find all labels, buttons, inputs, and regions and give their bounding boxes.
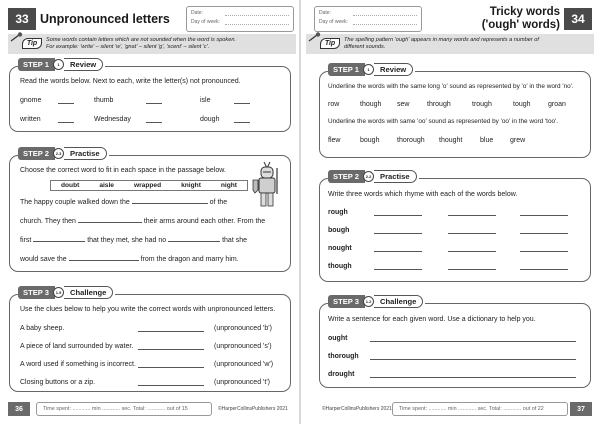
sentence-word: drought — [328, 371, 355, 378]
step1-badge: 1 — [363, 64, 374, 75]
word-item: tough — [513, 101, 531, 108]
step2-card — [319, 172, 591, 282]
tip-box — [306, 34, 594, 54]
word-bank-item: knight — [181, 182, 201, 189]
step1-header — [328, 62, 415, 77]
clue-text: A baby sheep. — [20, 325, 65, 332]
footer-page-number: 36 — [8, 402, 30, 416]
step3-card — [319, 297, 591, 388]
word-item: dough — [200, 116, 220, 123]
clue-text: A word used if something is incorrect. — [20, 361, 136, 368]
step1-card — [319, 65, 591, 158]
time-spent-box: Time spent: ............ min ............ sec. Total: ............ out of 22 — [392, 402, 568, 416]
step2-label: STEP 2 — [328, 170, 365, 183]
answer-blank[interactable] — [374, 264, 422, 270]
step3-badge: 1.2 — [363, 296, 374, 307]
sentence-word: thorough — [328, 353, 359, 360]
step2-name: Practise — [374, 170, 417, 183]
page-title: Unpronounced letters — [40, 12, 170, 26]
word-item: Wednesday — [94, 116, 131, 123]
passage-text: first — [20, 237, 32, 244]
word-item: thought — [439, 137, 463, 144]
clue-hint: (unpronounced 's') — [214, 343, 272, 350]
answer-blank[interactable] — [146, 98, 162, 104]
step2-card — [9, 149, 291, 272]
answer-blank[interactable] — [374, 246, 422, 252]
step2-header — [18, 146, 109, 161]
answer-blank[interactable] — [374, 210, 422, 216]
answer-blank[interactable] — [234, 117, 250, 123]
day-label: Day of week: — [191, 19, 220, 25]
answer-blank[interactable] — [520, 264, 568, 270]
answer-blank[interactable] — [234, 98, 250, 104]
step1-label: STEP 1 — [18, 58, 55, 71]
tip-line-1: The spelling pattern 'ough' appears in many words and represents a number of — [344, 37, 539, 43]
answer-line[interactable] — [370, 372, 576, 378]
rhyme-word: bough — [328, 227, 350, 234]
step2-header — [328, 169, 419, 184]
answer-blank[interactable] — [374, 228, 422, 234]
step1-instruction-2: Underline the words with same 'oo' sound as represented by 'oo' in the word 'too'. — [328, 118, 559, 125]
answer-blank[interactable] — [168, 236, 220, 242]
answer-blank[interactable] — [138, 344, 204, 350]
step1-name: Review — [374, 63, 413, 76]
right-page — [300, 0, 600, 424]
sentence-word: ought — [328, 335, 348, 342]
step3-name: Challenge — [64, 286, 113, 299]
passage-line-3 — [20, 236, 247, 244]
step3-header — [18, 285, 115, 300]
time-spent-box: Time spent: ............ min ............ sec. Total: ............ out of 15 — [36, 402, 212, 416]
copyright: ©HarperCollinsPublishers 2021 — [218, 406, 288, 412]
step3-card — [9, 288, 291, 392]
footer-page-number: 37 — [570, 402, 592, 416]
passage-text: would save the — [20, 256, 67, 263]
tip-line-2: different sounds. — [344, 44, 386, 50]
rhyme-word: nought — [328, 245, 352, 252]
answer-blank[interactable] — [132, 198, 208, 204]
tip-label: Tip — [22, 38, 42, 49]
page-title-line-1: Tricky words — [489, 6, 560, 18]
date-box — [186, 6, 294, 32]
tip-line-1: Some words contain letters which are not sounded when the word is spoken. — [46, 37, 236, 43]
answer-blank[interactable] — [138, 362, 204, 368]
word-item: through — [427, 101, 451, 108]
day-field[interactable] — [353, 18, 417, 25]
passage-text: The happy couple walked down the — [20, 199, 130, 206]
word-item: row — [328, 101, 340, 108]
clue-hint: (unpronounced 'w') — [214, 361, 274, 368]
step3-instruction: Use the clues below to help you write the correct words with unpronounced letters. — [20, 306, 276, 313]
answer-blank[interactable] — [448, 210, 496, 216]
step3-badge: 1.5 — [53, 287, 64, 298]
word-item: grew — [510, 137, 526, 144]
answer-blank[interactable] — [78, 217, 142, 223]
answer-blank[interactable] — [448, 246, 496, 252]
tip-label: Tip — [320, 38, 340, 49]
page-title-line-2: ('ough' words) — [481, 19, 560, 31]
answer-blank[interactable] — [520, 210, 568, 216]
passage-text: that she — [222, 237, 248, 244]
step2-badge: 2.3 — [53, 148, 64, 159]
tip-text — [344, 37, 539, 51]
answer-blank[interactable] — [146, 117, 162, 123]
answer-blank[interactable] — [138, 380, 204, 386]
step2-instruction: Choose the correct word to fit in each space in the passage below. — [20, 167, 226, 174]
page-title — [482, 6, 560, 32]
word-bank-item: night — [220, 182, 238, 189]
answer-blank[interactable] — [520, 246, 568, 252]
answer-blank[interactable] — [69, 255, 139, 261]
passage-text: that they met, she had no — [87, 237, 167, 244]
word-item: trough — [472, 101, 492, 108]
word-item: gnome — [20, 97, 42, 104]
step3-label: STEP 3 — [328, 295, 365, 308]
answer-blank[interactable] — [138, 326, 204, 332]
passage-line-2 — [20, 217, 265, 225]
date-box — [314, 6, 422, 32]
day-field[interactable] — [225, 18, 289, 25]
clue-hint: (unpronounced 't') — [214, 379, 270, 386]
passage-text: church. They then — [20, 218, 76, 225]
step2-instruction: Write three words which rhyme with each of the words below. — [328, 191, 518, 198]
answer-blank[interactable] — [448, 264, 496, 270]
word-item: written — [20, 116, 41, 123]
step1-label: STEP 1 — [328, 63, 365, 76]
word-item: though — [360, 101, 382, 108]
word-item: groan — [548, 101, 566, 108]
tip-text — [46, 37, 236, 51]
step2-name: Practise — [64, 147, 107, 160]
copyright: ©HarperCollinsPublishers 2021 — [322, 406, 392, 412]
knight-illustration-icon — [250, 160, 284, 210]
tip-box — [8, 34, 296, 54]
answer-blank[interactable] — [33, 236, 85, 242]
step1-instruction: Read the words below. Next to each, write the letter(s) not pronounced. — [20, 78, 241, 85]
step1-badge: 1 — [53, 59, 64, 70]
passage-line-1 — [20, 198, 227, 206]
day-label: Day of week: — [319, 19, 348, 25]
word-item: sew — [397, 101, 410, 108]
word-item: blue — [480, 137, 494, 144]
word-item: bough — [360, 137, 380, 144]
word-bank-item: doubt — [61, 182, 80, 189]
rhyme-word: though — [328, 263, 352, 270]
date-field[interactable] — [353, 9, 417, 16]
word-bank-item: wrapped — [133, 182, 162, 189]
answer-line[interactable] — [370, 336, 576, 342]
step3-header — [328, 294, 425, 309]
step2-badge: 2.2 — [363, 171, 374, 182]
date-label: Date: — [319, 10, 331, 16]
step3-name: Challenge — [374, 295, 423, 308]
passage-text: their arms around each other. From the — [143, 218, 266, 225]
step2-label: STEP 2 — [18, 147, 55, 160]
passage-text: of the — [209, 199, 228, 206]
clue-hint: (unpronounced 'b') — [214, 325, 272, 332]
clue-text: A piece of land surrounded by water. — [20, 343, 134, 350]
step1-card — [9, 60, 291, 132]
answer-blank[interactable] — [58, 98, 74, 104]
answer-blank[interactable] — [520, 228, 568, 234]
step1-instruction-1: Underline the words with the same long 'o' sound as represented by 'o' in the word 'no'. — [328, 83, 574, 90]
word-bank — [50, 180, 248, 191]
step1-header — [18, 57, 105, 72]
step3-instruction: Write a sentence for each given word. Use a dictionary to help you. — [328, 316, 536, 323]
step1-name: Review — [64, 58, 103, 71]
answer-line[interactable] — [370, 354, 576, 360]
answer-blank[interactable] — [448, 228, 496, 234]
rhyme-word: rough — [328, 209, 348, 216]
word-item: thumb — [94, 97, 114, 104]
tip-line-2: For example: 'write' – silent 'w', 'gnat' – silent 'g', 'scent' – silent 'c'. — [46, 44, 210, 50]
date-field[interactable] — [225, 9, 289, 16]
page-number-badge: 33 — [8, 8, 36, 30]
passage-line-4 — [20, 255, 239, 263]
clue-text: Closing buttons or a zip. — [20, 379, 96, 386]
answer-blank[interactable] — [58, 117, 74, 123]
step3-label: STEP 3 — [18, 286, 55, 299]
word-item: isle — [200, 97, 211, 104]
page-number-badge: 34 — [564, 8, 592, 30]
word-bank-item: aisle — [99, 182, 114, 189]
passage-text: from the dragon and marry him. — [140, 256, 239, 263]
date-label: Date: — [191, 10, 203, 16]
word-item: flew — [328, 137, 341, 144]
word-item: thorough — [397, 137, 425, 144]
